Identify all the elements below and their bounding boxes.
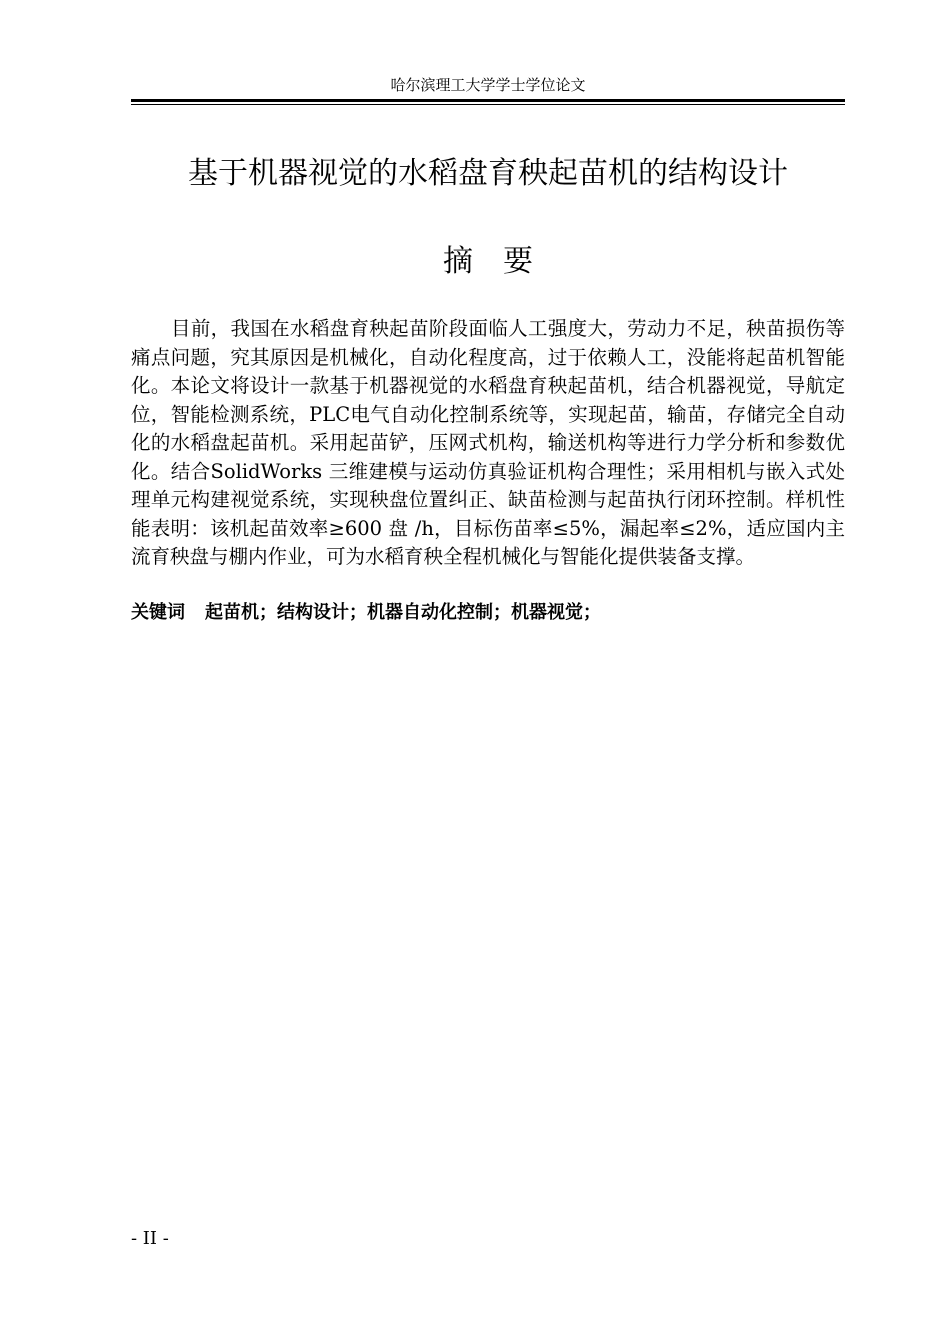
abstract-heading: 摘要 — [443, 244, 563, 279]
page-number: - II - — [131, 1228, 169, 1249]
thesis-title: 基于机器视觉的水稻盘育秧起苗机的结构设计 — [188, 156, 788, 191]
keywords-line — [131, 598, 845, 628]
header-rule-thin — [131, 104, 845, 105]
keywords-label: 关键词 — [131, 602, 185, 623]
keywords-text: 起苗机；结构设计；机器自动化控制；机器视觉； — [205, 602, 601, 623]
abstract-body: 目前，我国在水稻盘育秧起苗阶段面临人工强度大，劳动力不足，秧苗损伤等痛点问题，究其原因是机械化，自动化程度高，过于依赖人工，没能将起苗机智能化。本论文将设计一款基于机器视觉的水稻盘育秧起苗机，结合机器视觉，导航定位，智能检测系统，PLC电气自动化控制系统等，实现起苗，输苗，存储完全自动化的水稻盘起苗机。采用起苗铲，压网式机构，输送机构等进行力学分析和参数优化。结合SolidWorks 三维建模与运动仿真验证机构合理性；采用相机与嵌入式处理单元构建视觉系统，实现秧盘位置纠正、缺苗检测与起苗执行闭环控制。样机性能表明：该机起苗效率≥600 盘 /h，目标伤苗率≤5%，漏起率≤2%，适应国内主流育秧盘与棚内作业，可为水稻育秧全程机械化与智能化提供装备支撑。 — [131, 317, 845, 568]
header-rule-thick — [131, 99, 845, 102]
running-header: 哈尔滨理工大学学士学位论文 — [390, 76, 586, 94]
